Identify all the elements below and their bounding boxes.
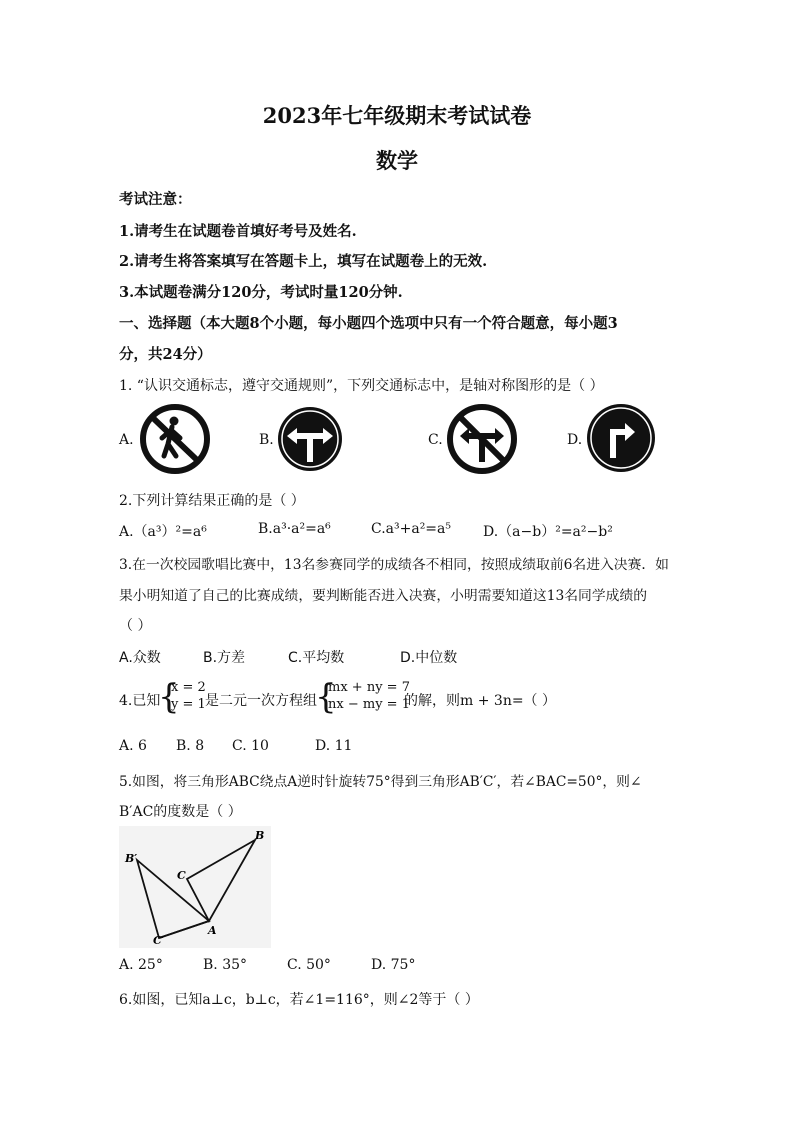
label-c: C: [177, 869, 186, 882]
left-right-turn-sign-icon: [275, 406, 345, 472]
q4-sys2-eq1: mx + ny = 7: [328, 680, 410, 695]
exam-subject: 数学: [376, 148, 418, 173]
q4-sys1-eq1: x = 2: [171, 680, 206, 695]
q1-stem: 1. “认识交通标志，遵守交通规则”，下列交通标志中，是轴对称图形的是（ ）: [119, 378, 604, 394]
q3-stem-line1: 3.在一次校园歌唱比赛中，13名参赛同学的成绩各不相同，按照成绩取前6名进入决赛．如: [119, 557, 669, 573]
q5-stem-line2: B′AC的度数是（ ）: [119, 804, 242, 820]
q2-option-d: D.（a−b）²=a²−b²: [483, 524, 613, 540]
q5-option-b: B. 35°: [203, 957, 248, 973]
label-a: A: [208, 924, 217, 937]
q3-option-d: D.中位数: [400, 650, 458, 666]
q3-option-b: B.方差: [203, 650, 246, 666]
q4-prefix: 4.已知: [119, 693, 161, 709]
notice-item-3: 3.本试题卷满分120分，考试时量120分钟.: [119, 284, 403, 301]
label-b: B: [255, 829, 265, 842]
q5-option-d: D. 75°: [371, 957, 416, 973]
q5-stem-line1: 5.如图，将三角形ABC绕点A逆时针旋转75°得到三角形AB′C′，若∠BAC=50°，则∠: [119, 774, 642, 790]
notice-item-2: 2.请考生将答案填写在答题卡上，填写在试题卷上的无效.: [119, 253, 488, 270]
q4-sys1-eq2: y = 1: [171, 697, 206, 712]
q1-option-a: A.: [119, 432, 134, 448]
q4-suffix: 的解，则m + 3n=（ ）: [404, 693, 557, 709]
q5-option-c: C. 50°: [287, 957, 331, 973]
label-b-prime: B′: [125, 852, 138, 865]
q3-stem-line2: 果小明知道了自己的比赛成绩，要判断能否进入决赛，小明需要知道这13名同学成绩的: [119, 588, 648, 604]
no-pedestrian-sign-icon: [138, 404, 212, 474]
q2-option-c: C.a³+a²=a⁵: [371, 521, 452, 537]
section1-heading-line1: 一、选择题（本大题8个小题，每小题四个选项中只有一个符合题意，每小题3: [119, 315, 618, 332]
q4-sys2-eq2: nx − my = 1: [328, 697, 410, 712]
q4-system-1: [171, 679, 206, 713]
notice-item-1: 1.请考生在试题卷首填好考号及姓名.: [119, 223, 357, 240]
q1-option-c: C.: [428, 432, 443, 448]
section1-heading-line2: 分，共24分）: [119, 346, 212, 363]
q2-option-a: A.（a³）²=a⁶: [119, 524, 207, 540]
q3-option-a: A.众数: [119, 650, 161, 666]
exam-title: 2023年七年级期末考试试卷: [262, 103, 532, 128]
q4-brace-1: {: [158, 677, 180, 717]
q4-middle: 是二元一次方程组: [205, 693, 317, 709]
q2-stem: 2.下列计算结果正确的是（ ）: [119, 493, 305, 509]
right-turn-sign-icon: [585, 402, 657, 474]
q4-system-2: [328, 679, 410, 713]
rotated-triangle-figure: [119, 826, 271, 948]
q4-option-c: C. 10: [232, 738, 269, 754]
q6-stem: 6.如图，已知a⊥c，b⊥c，若∠1=116°，则∠2等于（ ）: [119, 992, 479, 1008]
no-left-right-turn-sign-icon: [446, 404, 518, 474]
notice-heading: 考试注意：: [119, 191, 192, 208]
q4-brace-2: {: [315, 677, 337, 717]
q4-option-b: B. 8: [176, 738, 205, 754]
q5-option-a: A. 25°: [119, 957, 163, 973]
q1-option-d: D.: [567, 432, 583, 448]
q1-option-b: B.: [259, 432, 274, 448]
q2-option-b: B.a³·a²=a⁶: [258, 521, 331, 537]
label-c-prime: C′: [153, 934, 165, 947]
q4-option-a: A. 6: [119, 738, 147, 754]
q4-option-d: D. 11: [315, 738, 353, 754]
q3-stem-line3: （ ）: [119, 618, 152, 634]
q3-option-c: C.平均数: [288, 650, 345, 666]
